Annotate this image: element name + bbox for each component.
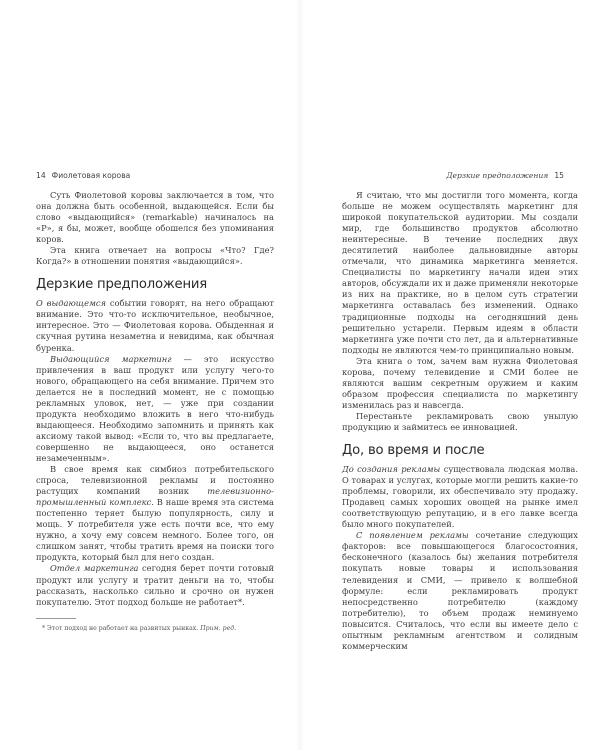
left-running-title: Фиолетовая корова (51, 171, 131, 180)
emphasis: телевизионно-промышленный комплекс (36, 486, 274, 508)
section-heading-before-during-after: До, во время и после (342, 443, 485, 459)
left-running-head (36, 171, 130, 180)
left-paragraph-5: В свое время как симбиоз потребительского спроса, телевизионной рекламы и постоянно растущих компаний возник телевизионно-промышленный комплекс. В наше время эта система постепенно теряет былую популярность, силу и мощь. У потребителя уже есть почти все, что ему нужно, а хочу ему совсем немного. Более того, он слишком занят, чтобы тратить время на поиски того продукта, который был для него создан. (36, 464, 274, 563)
left-paragraph-6: Отдел маркетинга сегодня берет почти готовый продукт или услугу и тратит деньги на то, чтобы рассказать, насколько сильно и срочно он нужен покупателю. Этот подход больше не работает*. (36, 563, 274, 607)
right-text-block (342, 190, 578, 652)
emphasis: С появлением рекламы (356, 530, 469, 541)
section-heading-bold-assumptions: Дерзкие предположения (36, 277, 207, 293)
right-running-head (446, 171, 564, 180)
emphasis: До создания рекламы (342, 464, 441, 475)
emphasis: Отдел маркетинга (50, 563, 139, 574)
left-paragraph-1: Суть Фиолетовой коровы заключается в том, что она должна быть особенной, выдающейся. Если бы слово «выдающийся» (remarkable) начиналось на «Р», я бы, может, вообще обошелся без упоминания коров. (36, 190, 274, 245)
left-page-number: 14 (36, 171, 46, 180)
left-paragraph-2: Эта книга отвечает на вопросы «Что? Где? Когда?» в отношении понятия «выдающийся». (36, 245, 274, 267)
right-page (300, 0, 600, 750)
right-paragraph-1: Я считаю, что мы достигли того момента, когда больше не можем осуществлять маркетинг для широкой покупательской аудитории. Мы создали мир, где большинство продуктов абсолютно неинтересные. В течение последних двух десятилетий наиболее дальновидные авторы отмечали, что динамика маркетинга меняется. Специалисты по маркетингу начали идеи этих авторов, обсуждали их и даже применяли некоторые из них на практике, но в целом суть стратегии маркетинга оставалась без изменений. Однако традиционные подходы на сегодняшний день решительно устарели. Первым идеям в области маркетинга уже почти сто лет, да и альтернативные подходы не являются чем-то принципиально новым. (342, 190, 578, 355)
left-paragraph-3: О выдающемся событии говорят, на него обращают внимание. Это что-то исключительное, необычное, интересное. Это — Фиолетовая корова. Обыденная и скучная рутина незаметна и невидима, как обычная буренка. (36, 298, 274, 353)
right-running-title: Дерзкие предположения (446, 171, 549, 180)
right-paragraph-5: С появлением рекламы сочетание следующих факторов: все повышающегося благосостояния, бесконечного (казалось бы) желания потребителя покупать новые товары и использования телевидения и СМИ, — привело к волшебной формуле: если рекламировать продукт непосредственно потребителю (каждому потребителю), то объем продаж неминуемо повысится. Считалось, что если вы имеете дело с опытным рекламным агентством и солидным коммерческим (342, 530, 578, 651)
right-paragraph-3: Перестаньте рекламировать свою унылую продукцию и займитесь ее инновацией. (342, 410, 578, 432)
footnote-divider (36, 618, 76, 619)
right-paragraph-2: Эта книга о том, зачем вам нужна Фиолетовая корова, почему телевидение и СМИ более не являются вашим секретным оружием и каким образом профессия специалиста по маркетингу изменилась раз и навсегда. (342, 355, 578, 410)
right-paragraph-4: До создания рекламы существовала людская молва. О товарах и услугах, которые могли решить какие-то проблемы, говорили, их обеспечивало эту продажу. Продавец самых хороших овощей на рынке имел соответствующую репутацию, и в его лавке всегда было много покупателей. (342, 464, 578, 530)
emphasis: Выдающийся маркетинг (50, 353, 172, 364)
footnote: * Этот подход не работает на развитых рынках. Прим. ред. (42, 624, 237, 632)
left-paragraph-4: Выдающийся маркетинг — это искусство привлечения в ваш продукт или услугу чего-то нового, обращающего на себя внимание. Причем это делается не в последний момент, не с помощью рекламных уловок, нет, — уже при создании продукта необходимо вложить в него что-нибудь выдающееся. Необходимо запомнить и принять как аксиому такой вывод: «Если то, что вы предлагаете, совершенно не выдающееся, оно останется незамеченным». (36, 353, 274, 463)
emphasis: О выдающемся (36, 298, 106, 309)
right-page-number: 15 (554, 171, 564, 180)
left-text-block (36, 190, 274, 633)
